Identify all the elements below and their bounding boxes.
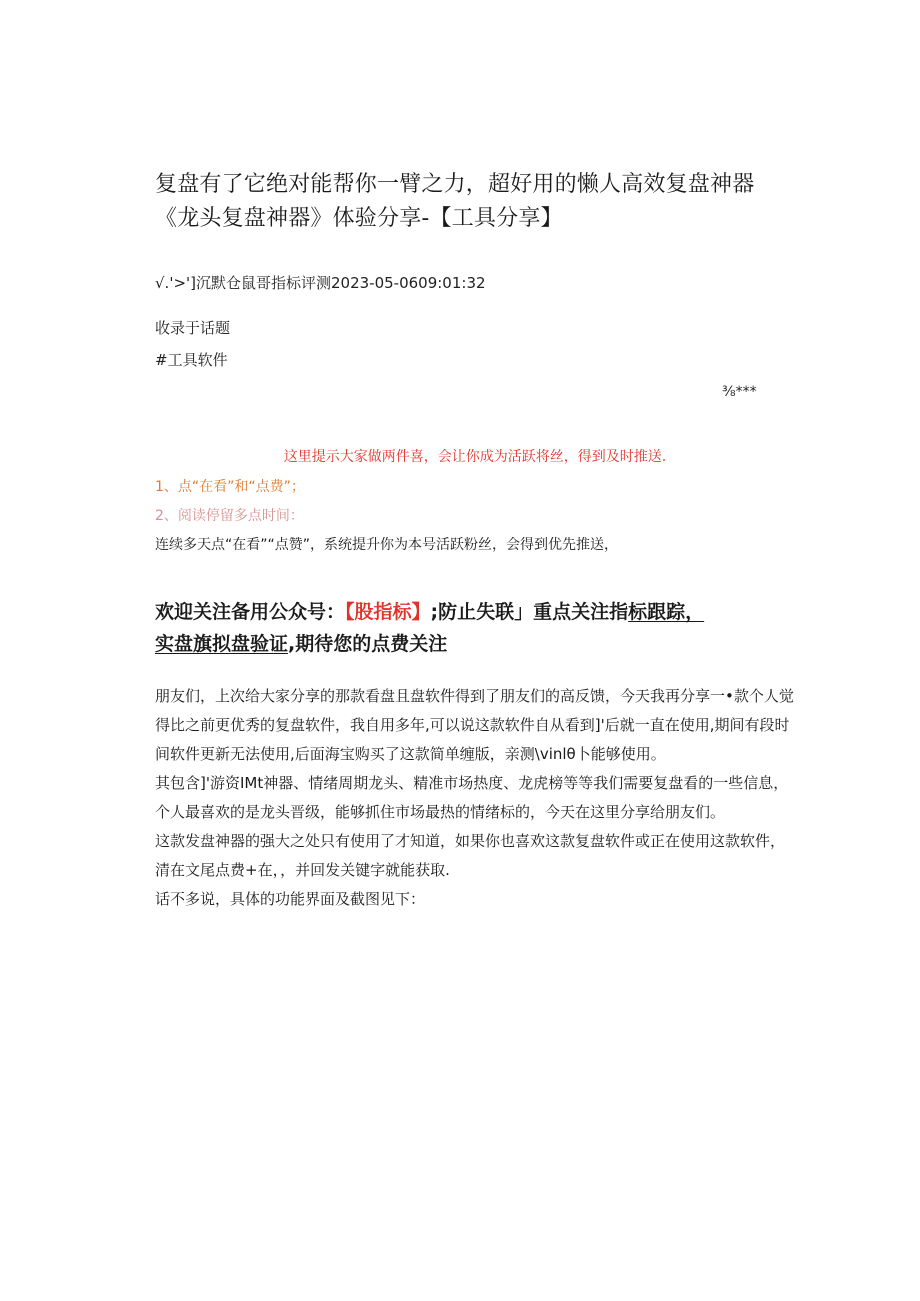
- body-paragraph-4: 话不多说，具体的功能界面及截图见下：: [155, 890, 426, 908]
- tip-item-3: 连续多天点“在看”“点赞”，系统提升你为本号活跃粉丝，会得到优先推送，: [155, 537, 619, 553]
- body-paragraph-3: 这款发盘神器的强大之处只有使用了才知道，如果你也喜欢这款复盘软件或正在使用这款软件，清在文尾点费+在，，并回发关键字就能获取.: [155, 832, 786, 879]
- article-title: 复盘有了它绝对能帮你一臂之力，超好用的懒人高效复盘神器《龙头复盘神器》体验分享-【工具分享】: [155, 172, 755, 231]
- follow-account[interactable]: 【股指标】: [345, 601, 431, 623]
- follow-underlined-2: 实盘旗拟盘验证: [155, 633, 289, 655]
- follow-middle: ;防止失联」重点关注指: [430, 601, 629, 623]
- body-paragraph-2: 其包含]'游资IMt神器、情绪周期龙头、精准市场热度、龙虎榜等等我们需要复盘看的一些信息，个人最喜欢的是龙头晋级，能够抓住市场最热的情绪标的，今天在这里分享给朋友们。: [155, 774, 789, 821]
- body-paragraph-1: 朋友们，上次给大家分享的那款看盘且盘软件得到了朋友们的高反馈，今天我再分享一•款个人觉得比之前更优秀的复盘软件，我自用多年,可以说这款软件自从看到]'后就一直在使用,期间有段时间软件更新无法使用,后面海宝购买了这款简单缠版，亲测\vinlθ卜能够使用。: [155, 687, 794, 763]
- topic-tag[interactable]: #工具软件: [155, 351, 228, 369]
- tip-item-1: 1、点“在看”和“点费”；: [155, 479, 305, 495]
- tip-headline: 这里提示大家做两件喜，会让你成为活跃将丝，得到及时推送.: [283, 449, 667, 465]
- article-meta: √.'>']沉默仓鼠哥指标评测2023-05-0609:01:32: [155, 274, 486, 292]
- topic-label: 收录于话题: [155, 319, 231, 337]
- follow-suffix: ,期待您的点费关注: [288, 633, 448, 655]
- follow-banner: [155, 596, 795, 660]
- article-body: [155, 682, 795, 914]
- rating-mark: ⅜***: [722, 384, 757, 400]
- follow-underlined-1: 标跟踪，: [628, 601, 705, 623]
- tip-item-2: 2、阅读停留多点时间：: [155, 508, 304, 524]
- follow-prefix: 欢迎关注备用公众号：: [155, 601, 346, 623]
